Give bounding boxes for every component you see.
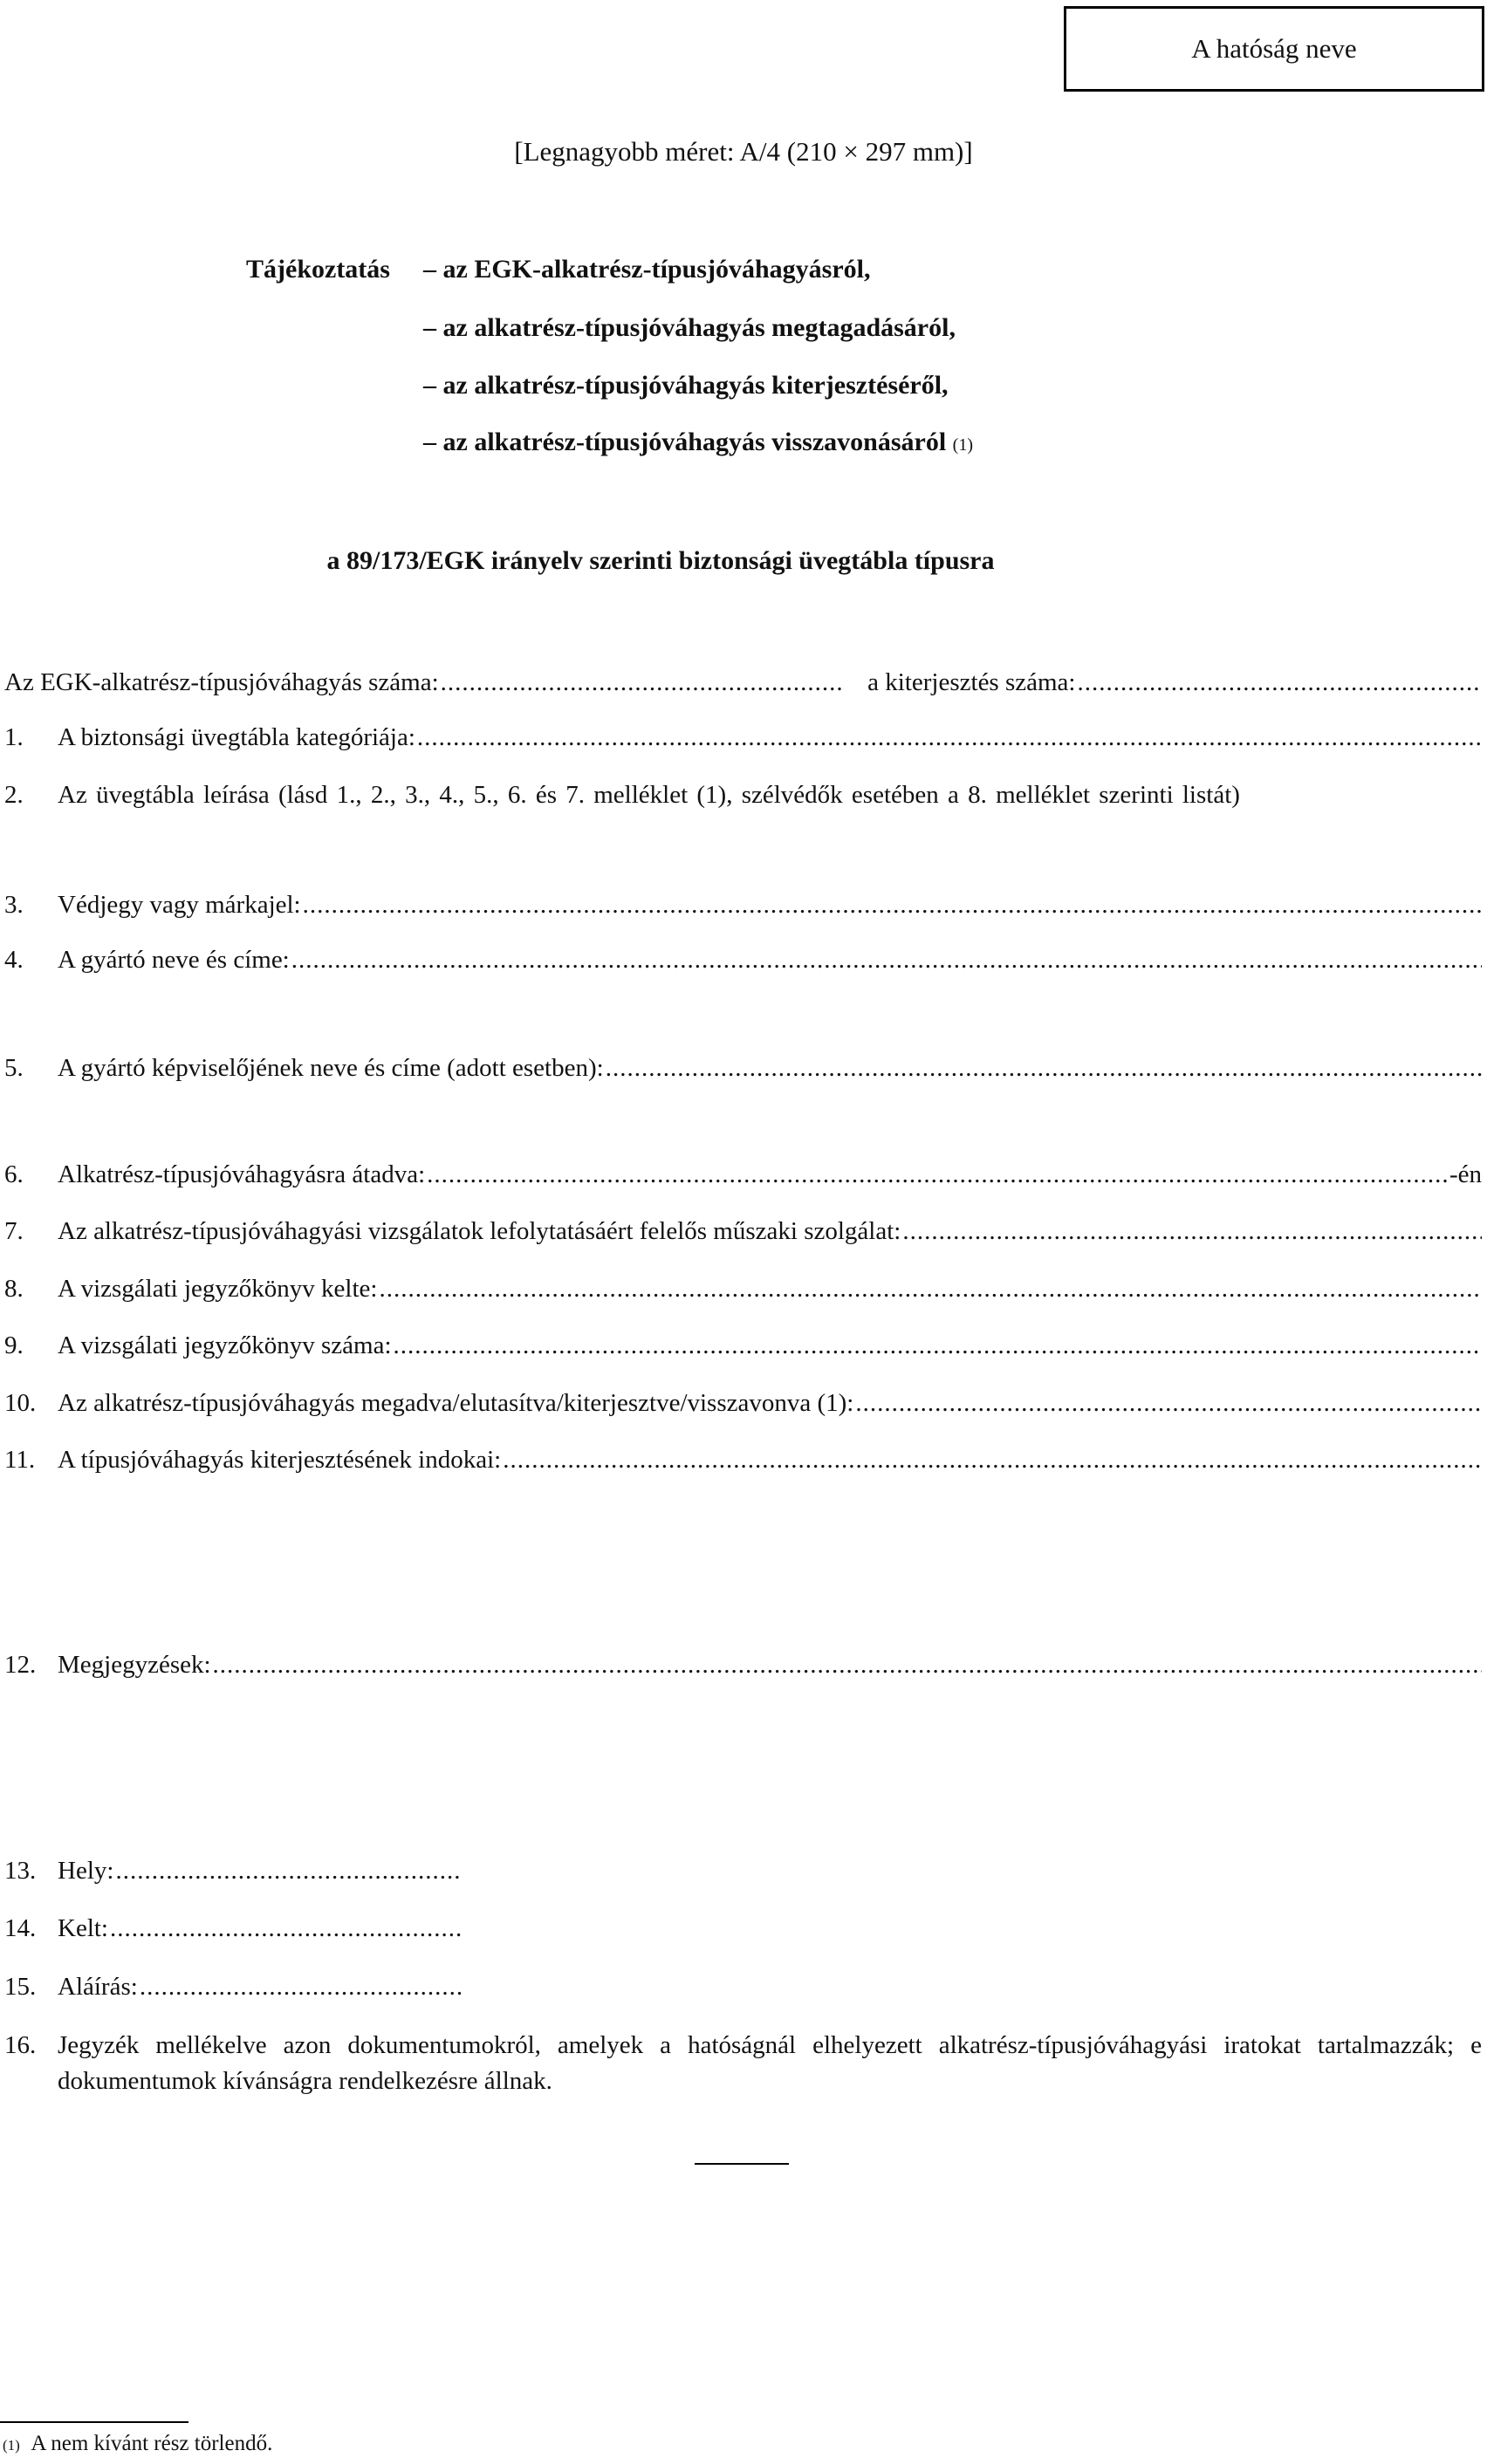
item-number: 10. bbox=[4, 1389, 37, 1417]
item-label: Megjegyzések: bbox=[58, 1651, 211, 1679]
item-row bbox=[4, 1215, 1482, 1247]
item-number: 7. bbox=[4, 1217, 24, 1245]
item-row bbox=[4, 722, 1482, 753]
item-row bbox=[4, 944, 1482, 975]
date-field[interactable] bbox=[108, 1913, 463, 1944]
item-row bbox=[4, 1971, 463, 2002]
item-field[interactable] bbox=[853, 1387, 1482, 1419]
item-field[interactable] bbox=[377, 1273, 1482, 1304]
item-row bbox=[4, 1855, 463, 1886]
item-label: Kelt: bbox=[58, 1914, 108, 1942]
place-field[interactable] bbox=[113, 1855, 463, 1886]
item-row bbox=[4, 1052, 1482, 1084]
item-label: Alkatrész-típusjóváhagyásra átadva: bbox=[58, 1160, 426, 1188]
approval-number-row bbox=[4, 667, 1482, 698]
footnote-rule bbox=[0, 2421, 188, 2423]
approval-number-field[interactable] bbox=[439, 667, 846, 698]
item-row bbox=[4, 2028, 1482, 2099]
item-number: 1. bbox=[4, 723, 24, 751]
item-field[interactable] bbox=[301, 889, 1482, 921]
item-number: 13. bbox=[4, 1857, 37, 1885]
subtitle: a 89/173/EGK irányelv szerinti biztonsági üvegtábla típusra bbox=[326, 546, 995, 575]
item-number: 16. bbox=[4, 2031, 37, 2059]
item-number: 12. bbox=[4, 1651, 37, 1679]
item-label: A típusjóváhagyás kiterjesztésének indokai: bbox=[58, 1446, 502, 1474]
item-number: 4. bbox=[4, 946, 24, 974]
item-row bbox=[4, 1273, 1482, 1304]
heading-line: – az EGK-alkatrész-típusjóváhagyásról, bbox=[423, 255, 871, 284]
item-row bbox=[4, 889, 1482, 921]
item-field[interactable] bbox=[290, 944, 1482, 975]
footnote bbox=[3, 2431, 272, 2459]
item-row bbox=[4, 1159, 1482, 1190]
item-field[interactable] bbox=[415, 722, 1482, 753]
item-label: A gyártó képviselőjének neve és címe (adott esetben): bbox=[58, 1054, 604, 1082]
item-field[interactable] bbox=[392, 1330, 1482, 1361]
extension-number-label: a kiterjesztés száma: bbox=[867, 668, 1076, 696]
item-field[interactable] bbox=[501, 1444, 1482, 1475]
item-field[interactable] bbox=[425, 1159, 1449, 1190]
item-label: Az üvegtábla leírása (lásd 1., 2., 3., 4., 5., 6. és 7. melléklet (1), szélvédők esetében a 8. melléklet szerinti listát) bbox=[58, 781, 1240, 809]
item-row bbox=[4, 1913, 463, 1944]
item-label: Védjegy vagy márkajel: bbox=[58, 891, 301, 919]
end-rule bbox=[695, 2163, 789, 2165]
item-label: A vizsgálati jegyzőkönyv kelte: bbox=[58, 1275, 378, 1303]
item-number: 2. bbox=[4, 781, 24, 809]
item-label: A vizsgálati jegyzőkönyv száma: bbox=[58, 1331, 392, 1359]
extension-number-field[interactable] bbox=[1076, 667, 1483, 698]
heading-line: – az alkatrész-típusjóváhagyás kiterjesztéséről, bbox=[423, 371, 949, 400]
item-number: 6. bbox=[4, 1160, 24, 1188]
item-label: Az alkatrész-típusjóváhagyás megadva/elutasítva/kiterjesztve/visszavonva (1): bbox=[58, 1389, 854, 1417]
heading-line-4 bbox=[423, 427, 973, 461]
heading-line: – az alkatrész-típusjóváhagyás visszavonásáról bbox=[423, 428, 947, 456]
item-number: 15. bbox=[4, 1973, 37, 2001]
item-suffix: -én bbox=[1449, 1160, 1482, 1188]
approval-number-label: Az EGK-alkatrész-típusjóváhagyás száma: bbox=[4, 668, 439, 696]
item-number: 8. bbox=[4, 1275, 24, 1303]
item-label: Az alkatrész-típusjóváhagyási vizsgálatok lefolytatásáért felelős műszaki szolgálat: bbox=[58, 1217, 901, 1245]
signature-field[interactable] bbox=[138, 1971, 463, 2002]
item-number: 14. bbox=[4, 1914, 37, 1942]
item-row bbox=[4, 1330, 1482, 1361]
footnote-text: A nem kívánt rész törlendő. bbox=[31, 2432, 273, 2455]
item-number: 3. bbox=[4, 891, 24, 919]
item-field[interactable] bbox=[604, 1052, 1482, 1084]
footnote-ref: (1) bbox=[3, 2437, 20, 2454]
size-note: [Legnagyobb méret: A/4 (210 × 297 mm)] bbox=[514, 136, 973, 167]
item-field[interactable] bbox=[211, 1649, 1482, 1680]
item-label: Jegyzék mellékelve azon dokumentumokról, amelyek a hatóságnál elhelyezett alkatrész-típusjóváhagyási iratokat tartalmazzák; e dokumentumok kívánságra rendelkezésre állnak. bbox=[58, 2031, 1482, 2095]
item-label: Hely: bbox=[58, 1857, 114, 1885]
authority-name-box bbox=[1064, 6, 1484, 92]
item-number: 9. bbox=[4, 1331, 24, 1359]
item-row bbox=[4, 1444, 1482, 1475]
item-row bbox=[4, 1649, 1482, 1680]
heading-lead: Tájékoztatás bbox=[246, 255, 390, 284]
item-label: Aláírás: bbox=[58, 1973, 138, 2001]
item-row bbox=[4, 1387, 1482, 1419]
authority-name: A hatóság neve bbox=[1191, 33, 1357, 64]
item-row bbox=[4, 779, 1482, 811]
item-number: 11. bbox=[4, 1446, 36, 1474]
heading-line: – az alkatrész-típusjóváhagyás megtagadásáról, bbox=[423, 313, 956, 342]
item-label: A gyártó neve és címe: bbox=[58, 946, 290, 974]
item-field[interactable] bbox=[901, 1215, 1482, 1247]
item-label: A biztonsági üvegtábla kategóriája: bbox=[58, 723, 415, 751]
footnote-ref: (1) bbox=[952, 435, 973, 455]
item-number: 5. bbox=[4, 1054, 24, 1082]
